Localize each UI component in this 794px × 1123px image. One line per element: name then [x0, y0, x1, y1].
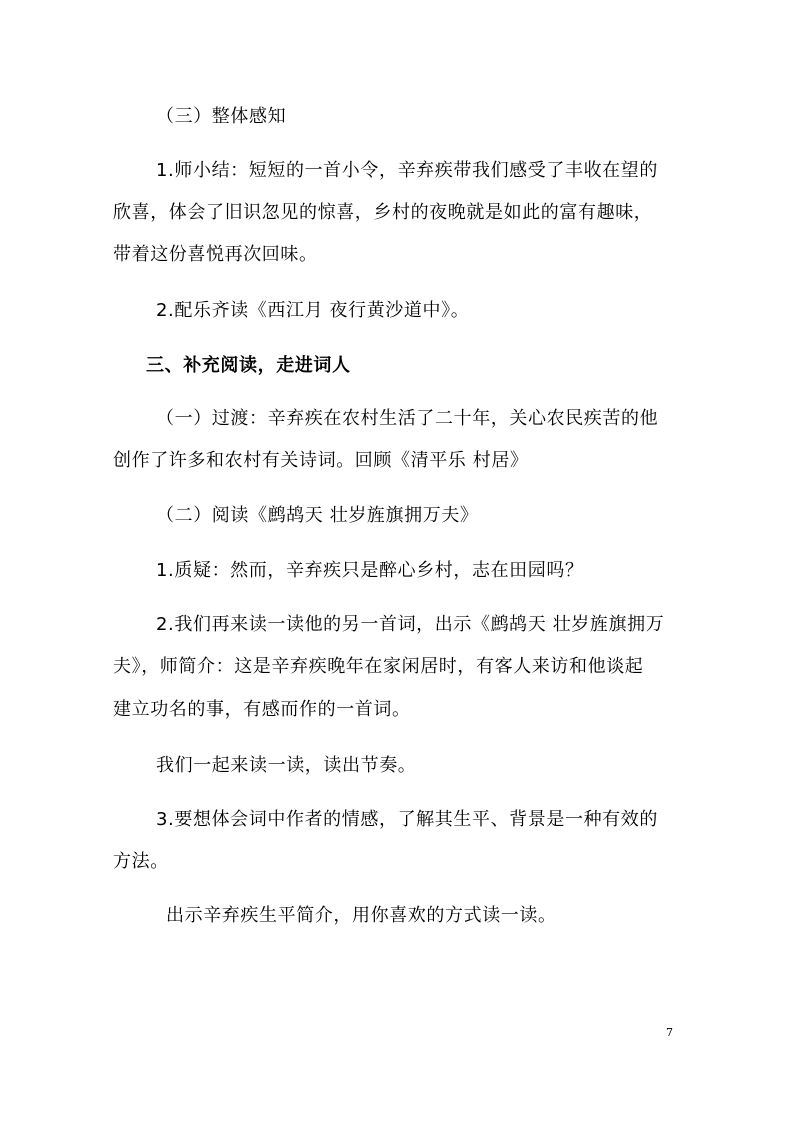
- paragraph-line: 方法。: [113, 851, 169, 872]
- paragraph-line: 2.配乐齐读《西江月 夜行黄沙道中》。: [156, 300, 470, 321]
- paragraph-line: 2.我们再来读一读他的另一首词，出示《鹧鸪天 壮岁旌旗拥万: [156, 614, 665, 635]
- paragraph-line: 带着这份喜悦再次回味。: [113, 244, 318, 265]
- paragraph-line: 我们一起来读一读，读出节奏。: [156, 755, 417, 776]
- subheading-reading: （二）阅读《鹧鸪天 壮岁旌旗拥万夫》: [156, 505, 479, 526]
- page-number: 7: [666, 1026, 673, 1039]
- paragraph-line: 建立功名的事，有感而作的一首词。: [113, 699, 411, 720]
- paragraph-line: 1.师小结：短短的一首小令，辛弃疾带我们感受了丰收在望的: [156, 160, 658, 181]
- paragraph-line: （一）过渡：辛弃疾在农村生活了二十年，关心农民疾苦的他: [156, 408, 659, 429]
- paragraph-line: 夫》，师简介：这是辛弃疾晚年在家闲居时，有客人来访和他谈起: [113, 656, 644, 677]
- paragraph-line: 3.要想体会词中作者的情感，了解其生平、背景是一种有效的: [156, 809, 658, 830]
- paragraph-line: 1.质疑：然而，辛弃疾只是醉心乡村，志在田园吗？: [156, 560, 584, 581]
- paragraph-line: 创作了许多和农村有关诗词。回顾《清平乐 村居》: [113, 450, 529, 471]
- section-heading: 三、补充阅读，走进词人: [146, 355, 351, 376]
- paragraph-line: 欣喜，体会了旧识忽见的惊喜，乡村的夜晚就是如此的富有趣味，: [113, 202, 653, 223]
- subheading-overall-perception: （三）整体感知: [156, 106, 287, 127]
- paragraph-line: 出示辛弃疾生平简介，用你喜欢的方式读一读。: [166, 905, 557, 926]
